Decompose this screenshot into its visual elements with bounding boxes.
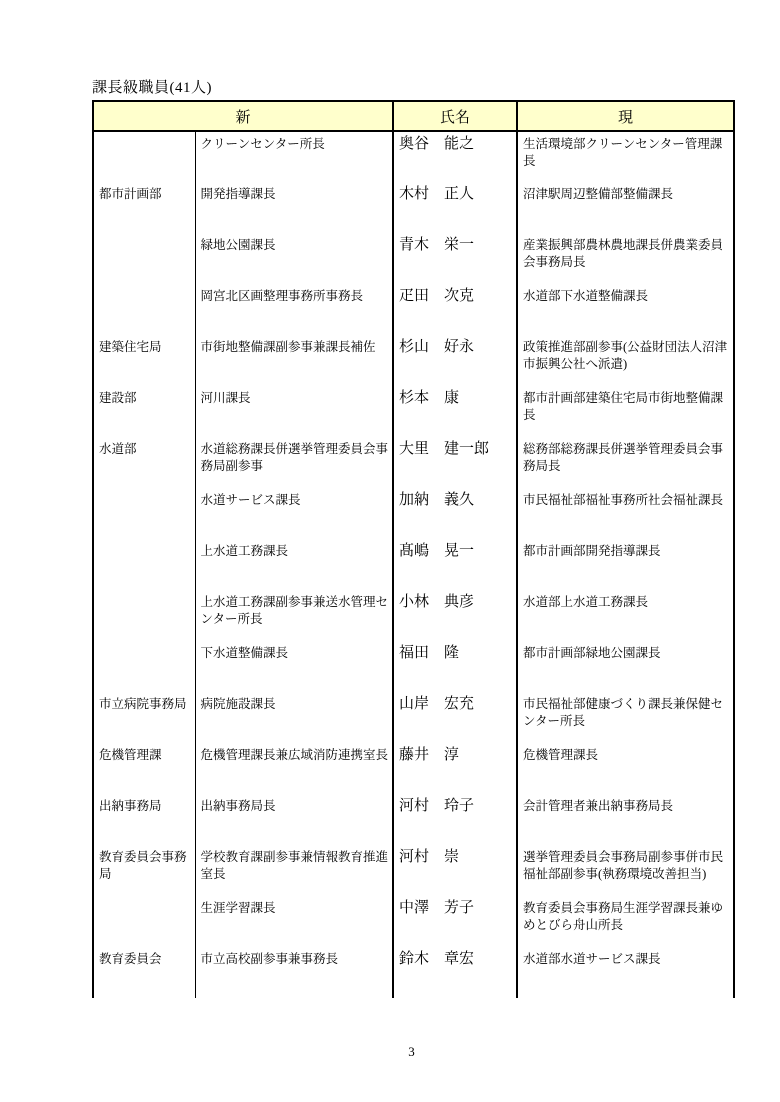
table-row: [94, 539, 733, 590]
new-position-cell: クリーンセンター所長: [195, 131, 393, 182]
org-cell: 市立病院事務局: [99, 697, 187, 711]
org-cell: [94, 539, 195, 590]
name-cell: 杉山 好永: [393, 335, 517, 386]
current-position-cell: 産業振興部農林農地課長併農業委員会事務局長: [517, 233, 733, 284]
name-cell: 藤井 淳: [393, 743, 517, 794]
page-title: 課長級職員(41人): [92, 80, 212, 96]
name-cell: 中澤 芳子: [393, 896, 517, 947]
table-row: [94, 233, 733, 284]
table-row: [94, 182, 733, 233]
current-position-cell: 市民福祉部健康づくり課長兼保健センター所長: [517, 692, 733, 743]
new-position-cell: 岡宮北区画整理事務所事務長: [195, 284, 393, 335]
table-row: [94, 896, 733, 947]
org-cell: [94, 284, 195, 335]
table-row: [94, 692, 733, 743]
name-cell: 福田 隆: [393, 641, 517, 692]
table-row: [94, 386, 733, 437]
new-position-cell: 上水道工務課副参事兼送水管理センター所長: [195, 590, 393, 641]
personnel-table-container: [92, 100, 735, 998]
name-cell: 杉本 康: [393, 386, 517, 437]
current-position-cell: 会計管理者兼出納事務局長: [517, 794, 733, 845]
org-cell: [94, 590, 195, 641]
table-row: [94, 437, 733, 488]
name-cell: 青木 栄一: [393, 233, 517, 284]
current-position-cell: 都市計画部開発指導課長: [517, 539, 733, 590]
name-cell: 大里 建一郎: [393, 437, 517, 488]
column-header-new: 新: [94, 102, 393, 131]
org-cell: [94, 641, 195, 692]
org-cell: 出納事務局: [99, 799, 162, 813]
current-position-cell: 都市計画部建築住宅局市街地整備課長: [517, 386, 733, 437]
current-position-cell: 沼津駅周辺整備部整備課長: [517, 182, 733, 233]
table-row: [94, 335, 733, 386]
new-position-cell: 出納事務局長: [195, 794, 393, 845]
current-position-cell: 政策推進部副参事(公益財団法人沼津市振興公社へ派遣): [517, 335, 733, 386]
org-cell: [94, 233, 195, 284]
name-cell: 河村 崇: [393, 845, 517, 896]
table-row: [94, 845, 733, 896]
new-position-cell: 市立高校副参事兼事務長: [195, 947, 393, 998]
org-cell: [94, 131, 195, 182]
name-cell: 河村 玲子: [393, 794, 517, 845]
org-cell: [94, 896, 195, 947]
table-row: [94, 284, 733, 335]
name-cell: 加納 義久: [393, 488, 517, 539]
new-position-cell: 水道総務課長併選挙管理委員会事務局副参事: [195, 437, 393, 488]
new-position-cell: 市街地整備課副参事兼課長補佐: [195, 335, 393, 386]
current-position-cell: 水道部下水道整備課長: [517, 284, 733, 335]
org-cell: 建設部: [99, 391, 137, 405]
current-position-cell: 教育委員会事務局生涯学習課長兼ゆめとびら舟山所長: [517, 896, 733, 947]
table-row: [94, 131, 733, 182]
table-row: [94, 488, 733, 539]
table-row: [94, 743, 733, 794]
current-position-cell: 生活環境部クリーンセンター管理課長: [517, 131, 733, 182]
org-cell: 教育委員会: [99, 952, 162, 966]
table-row: [94, 590, 733, 641]
new-position-cell: 生涯学習課長: [195, 896, 393, 947]
new-position-cell: 開発指導課長: [195, 182, 393, 233]
name-cell: 髙嶋 晃一: [393, 539, 517, 590]
table-header-row: [94, 102, 733, 131]
current-position-cell: 総務部総務課長併選挙管理委員会事務局長: [517, 437, 733, 488]
new-position-cell: 病院施設課長: [195, 692, 393, 743]
new-position-cell: 水道サービス課長: [195, 488, 393, 539]
name-cell: 奥谷 能之: [393, 131, 517, 182]
new-position-cell: 学校教育課副参事兼情報教育推進室長: [195, 845, 393, 896]
name-cell: 山岸 宏充: [393, 692, 517, 743]
current-position-cell: 危機管理課長: [517, 743, 733, 794]
new-position-cell: 危機管理課長兼広域消防連携室長: [195, 743, 393, 794]
current-position-cell: 選挙管理委員会事務局副参事併市民福祉部副参事(執務環境改善担当): [517, 845, 733, 896]
current-position-cell: 都市計画部緑地公園課長: [517, 641, 733, 692]
table-row: [94, 947, 733, 998]
new-position-cell: 上水道工務課長: [195, 539, 393, 590]
page-number: 3: [408, 1044, 415, 1059]
new-position-cell: 下水道整備課長: [195, 641, 393, 692]
org-cell: [94, 488, 195, 539]
name-cell: 鈴木 章宏: [393, 947, 517, 998]
org-cell: 教育委員会事務局: [99, 850, 187, 881]
org-cell: 建築住宅局: [99, 340, 162, 354]
table-row: [94, 794, 733, 845]
current-position-cell: 水道部水道サービス課長: [517, 947, 733, 998]
new-position-cell: 河川課長: [195, 386, 393, 437]
personnel-table: [94, 102, 733, 998]
name-cell: 木村 正人: [393, 182, 517, 233]
org-cell: 水道部: [99, 442, 137, 456]
new-position-cell: 緑地公園課長: [195, 233, 393, 284]
name-cell: 小林 典彦: [393, 590, 517, 641]
table-row: [94, 641, 733, 692]
org-cell: 危機管理課: [99, 748, 162, 762]
column-header-current: 現: [517, 102, 733, 131]
name-cell: 疋田 次克: [393, 284, 517, 335]
current-position-cell: 水道部上水道工務課長: [517, 590, 733, 641]
current-position-cell: 市民福祉部福祉事務所社会福祉課長: [517, 488, 733, 539]
column-header-name: 氏名: [393, 102, 517, 131]
org-cell: 都市計画部: [99, 187, 162, 201]
